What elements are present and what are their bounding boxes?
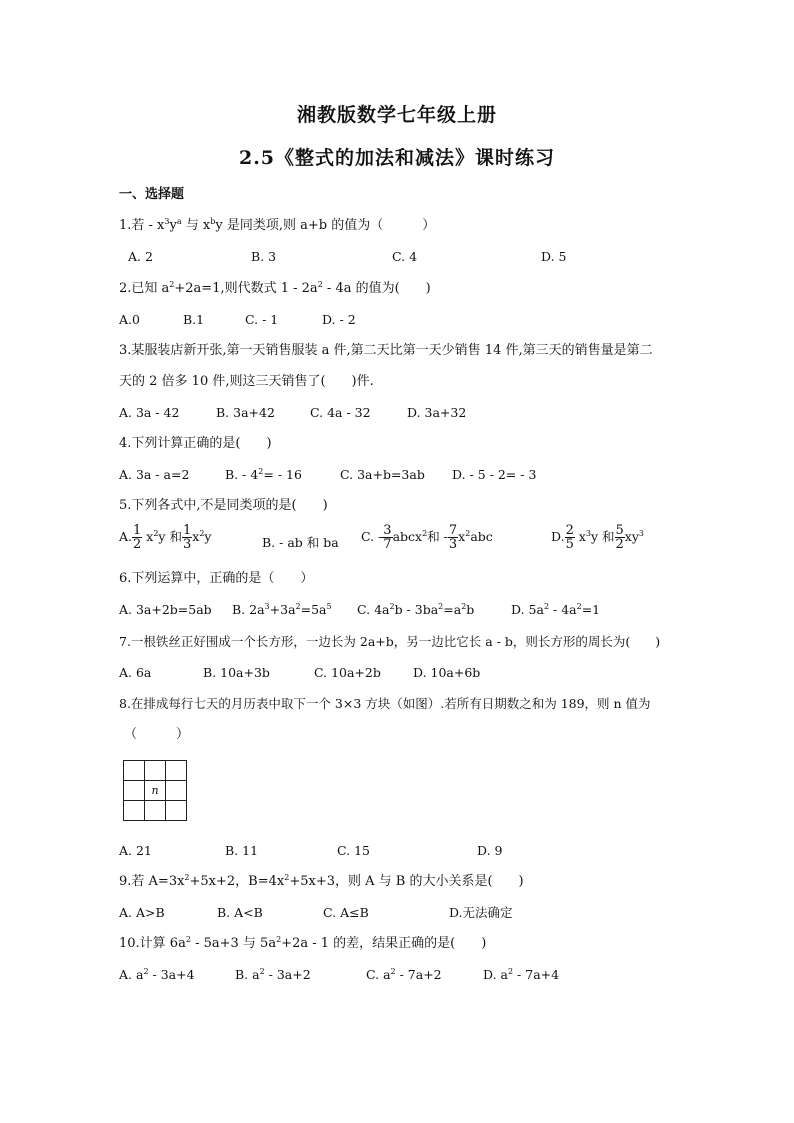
q9-option-d: D.无法确定 <box>449 905 513 920</box>
q8-option-d: D. 9 <box>477 843 503 858</box>
q7-option-c: C. 10a+2b <box>314 665 381 680</box>
q5-option-b: B. - ab 和 ba <box>262 535 339 550</box>
q4-option-a: A. 3a - a=2 <box>119 467 190 482</box>
q5-option-d: D. $\frac{2}{5}$ $x^3y$ 和 $\frac{5}{2}$ $xy^3$ <box>551 523 645 552</box>
document-subtitle: 2.5《整式的加法和减法》课时练习 <box>238 147 556 169</box>
calendar-block-figure <box>123 760 187 821</box>
q7-option-a: A. 6a <box>119 665 152 680</box>
question-5: 5.下列各式中,不是同类项的是( ) <box>119 498 328 513</box>
question-3-line-1: 3.某服装店新开张,第一天销售服装 a 件,第二天比第一天少销售 14 件,第三天的销售量是第二 <box>119 343 653 358</box>
q10-option-c: C. $a^2 - 7a+2$ <box>366 967 442 982</box>
q8-option-c: C. 15 <box>337 843 370 858</box>
q7-option-d: D. 10a+6b <box>413 665 481 680</box>
q9-option-c: C. A≤B <box>323 905 369 920</box>
question-8-line-1: 8.在排成每行七天的月历表中取下一个 3×3 方块（如图）.若所有日期数之和为 189，则 n 值为 <box>119 696 651 711</box>
q5-option-a: A. $\frac{1}{2}$ $x^2y$ 和 $\frac{1}{3}$ $x^2y$ <box>119 523 212 552</box>
question-2: 2.已知 $a^2+2a=1$,则代数式 $1 - 2a^2 - 4a$ 的值为( ) <box>119 280 431 296</box>
calendar-cell-n: n <box>145 781 166 801</box>
q1-option-b: B. 3 <box>251 249 277 264</box>
q2-option-d: D. - 2 <box>322 312 356 327</box>
q2-option-a: A.0 <box>119 312 140 327</box>
q6-option-c: C. $4a^2b - 3ba^2=a^2b$ <box>357 602 475 617</box>
question-1: 1.若 - $x^3y^a$ 与 $x^by$ 是同类项,则 a+b 的值为（ ） <box>119 217 436 233</box>
q4-option-d: D. - 5 - 2= - 3 <box>452 467 537 482</box>
q6-option-b: B. $2a^3+3a^2=5a^5$ <box>232 602 332 617</box>
q2-option-c: C. - 1 <box>245 312 279 327</box>
q8-option-a: A. 21 <box>119 843 152 858</box>
question-9: 9.若 $A=3x^2+5x+2$，$B=4x^2+5x+3$，则 A 与 B 的大小关系是( ) <box>119 873 524 889</box>
q1-option-a: A. 2 <box>128 249 153 264</box>
q10-option-d: D. $a^2 - 7a+4$ <box>483 967 560 982</box>
q7-option-b: B. 10a+3b <box>203 665 270 680</box>
q3-option-a: A. 3a - 42 <box>119 405 180 420</box>
q2-option-b: B.1 <box>183 312 205 327</box>
question-4: 4.下列计算正确的是( ) <box>119 436 272 451</box>
q1-option-d: D. 5 <box>541 249 567 264</box>
section-heading: 一、选择题 <box>119 187 185 202</box>
question-8-line-2: （ ） <box>124 727 190 742</box>
q9-option-a: A. A>B <box>119 905 165 920</box>
q3-option-d: D. 3a+32 <box>407 405 467 420</box>
question-3-line-2: 天的 2 倍多 10 件,则这三天销售了( )件. <box>119 374 374 389</box>
q4-option-b: B. - $4^2= - 16$ <box>225 467 302 482</box>
q3-option-c: C. 4a - 32 <box>310 405 371 420</box>
q9-option-b: B. A<B <box>217 905 263 920</box>
document-title: 湘教版数学七年级上册 <box>296 104 497 126</box>
q10-option-b: B. $a^2 - 3a+2$ <box>235 967 311 982</box>
q10-option-a: A. $a^2 - 3a+4$ <box>119 967 195 982</box>
q1-option-c: C. 4 <box>392 249 418 264</box>
q6-option-a: A. 3a+2b=5ab <box>119 602 212 617</box>
question-7: 7.一根铁丝正好围成一个长方形，一边长为 2a+b，另一边比它长 a - b，则长方形的周长为( ) <box>119 634 661 649</box>
q4-option-c: C. 3a+b=3ab <box>340 467 425 482</box>
question-10: 10.计算 $6a^2 - 5a+3$ 与 $5a^2+2a - 1$ 的差，结果正确的是( ) <box>119 935 487 951</box>
q8-option-b: B. 11 <box>225 843 259 858</box>
q6-option-d: D. $5a^2 - 4a^2=1$ <box>511 602 601 617</box>
q3-option-b: B. 3a+42 <box>216 405 275 420</box>
question-6: 6.下列运算中，正确的是（ ） <box>119 571 314 586</box>
q5-option-c: C. - $\frac{3}{7}$ abcx$^2$和 - $\frac{7}{3}$ $x^2abc$ <box>361 523 493 552</box>
